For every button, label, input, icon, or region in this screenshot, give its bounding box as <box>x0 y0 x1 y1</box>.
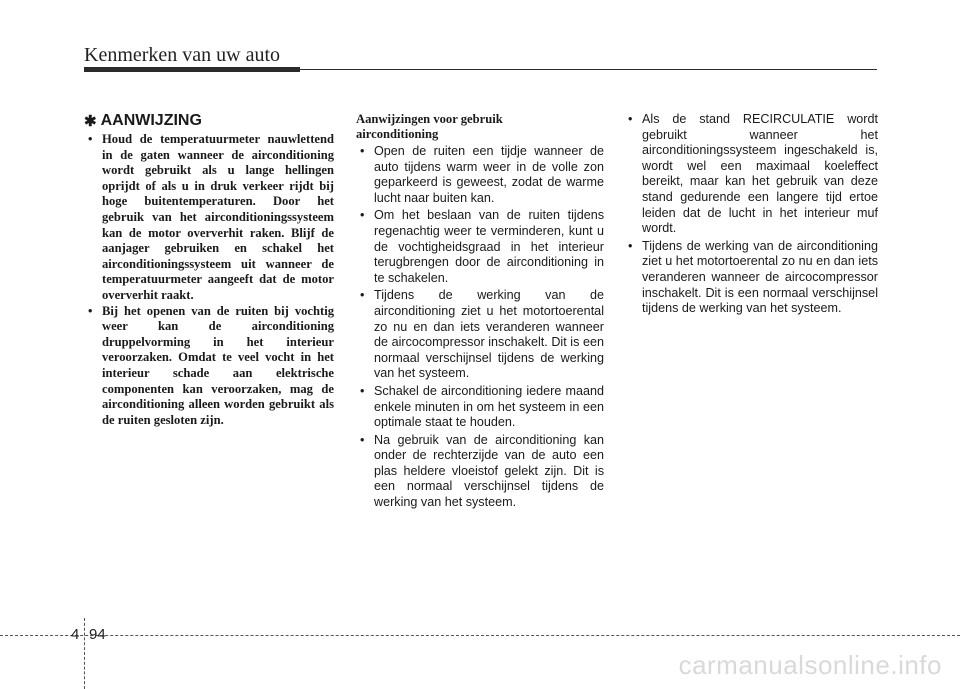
note-heading <box>84 112 334 130</box>
note-heading-label: AANWIJZING <box>100 112 202 129</box>
list-item: • Schakel de airconditioning iedere maand enkele minuten in om het systeem in een optimale staat te houden. <box>360 383 604 430</box>
tips-list <box>356 144 604 511</box>
bullet-icon: • <box>628 238 633 253</box>
tips-continued-list <box>624 112 878 317</box>
tips-heading: Aanwijzingen voor gebruik airconditioning <box>356 112 503 141</box>
list-item: • Om het beslaan van de ruiten tijdens regenachtig weer te verminderen, kunt u de vochtigheidsgraad in het interieur terugbrengen door de airconditioning in te schakelen. <box>360 208 604 285</box>
bullet-icon: • <box>628 112 633 126</box>
list-item: • Tijdens de werking van de airconditioning ziet u het motortoerental zo nu en dan iets veranderen wanneer de aircocompressor inschakelt. Dit is een normaal verschijnsel tijdens de werking van het systeem. <box>360 288 604 381</box>
title-bar <box>84 67 300 72</box>
footer-rule <box>0 635 960 636</box>
watermark: carmanualsonline.info <box>678 650 942 680</box>
list-item: • Open de ruiten een tijdje wanneer de auto tijdens warm weer in de volle zon geparkeerd is geweest, zodat de warme lucht naar buiten kan. <box>360 144 604 205</box>
list-item: • Houd de temperatuurmeter nauwlettend in de gaten wanneer de airconditioning wordt gebruikt als u lange hellingen oprijdt of als u in druk verkeer rijdt bij hoge buitentemperaturen. Door het gebruik van het airconditioningssysteem kan de motor oververhit raken. Blijf de aanjager gebruiken en schakel het airconditioningssysteem uit wanneer de temperatuurmeter aangeeft dat de motor oververhit raakt. <box>88 132 334 302</box>
list-item: • Na gebruik van de airconditioning kan onder de rechterzijde van de auto een plas heldere vloeistof gelekt zijn. Dit is een normaal verschijnsel tijdens de werking van het systeem. <box>360 432 604 510</box>
footer-divider <box>84 618 85 689</box>
bullet-icon: • <box>88 303 93 318</box>
tips-continued-section <box>624 112 878 319</box>
title-rule <box>300 69 877 70</box>
list-item: • Bij het openen van de ruiten bij vochtig weer kan de airconditioning druppelvorming in het interieur veroorzaken. Omdat te veel vocht in het interieur schade aan elektrische componenten kan veroorzaken, mag de airconditioning alleen worden gebruikt als de ruiten gesloten zijn. <box>88 303 334 427</box>
bullet-icon: • <box>360 288 365 303</box>
tips-section <box>356 112 604 513</box>
page-title: Kenmerken van uw auto <box>84 44 281 66</box>
page-number: 94 <box>89 626 106 643</box>
bullet-icon: • <box>360 144 365 158</box>
bullet-icon: • <box>88 132 93 146</box>
bullet-icon: • <box>360 208 365 223</box>
list-item: • Tijdens de werking van de airconditioning ziet u het motortoerental zo nu en dan iets veranderen wanneer de aircocompressor inschakelt. Dit is een normaal verschijnsel tijdens de werking van het systeem. <box>628 238 878 316</box>
star-cross-icon: ✱ <box>84 113 97 130</box>
note-list <box>84 132 334 428</box>
bullet-icon: • <box>360 383 365 398</box>
bullet-icon: • <box>360 432 365 447</box>
list-item: • Als de stand RECIRCULATIE wordt gebruikt wanneer het airconditioningssysteem ingeschakeld is, wordt wel een maximaal koeleffect bereikt, maar kan het gebruik van deze stand gedurende een langere tijd ertoe leiden dat de lucht in het interieur muf wordt. <box>628 112 878 236</box>
note-section <box>84 112 334 428</box>
chapter-number: 4 <box>71 626 80 643</box>
